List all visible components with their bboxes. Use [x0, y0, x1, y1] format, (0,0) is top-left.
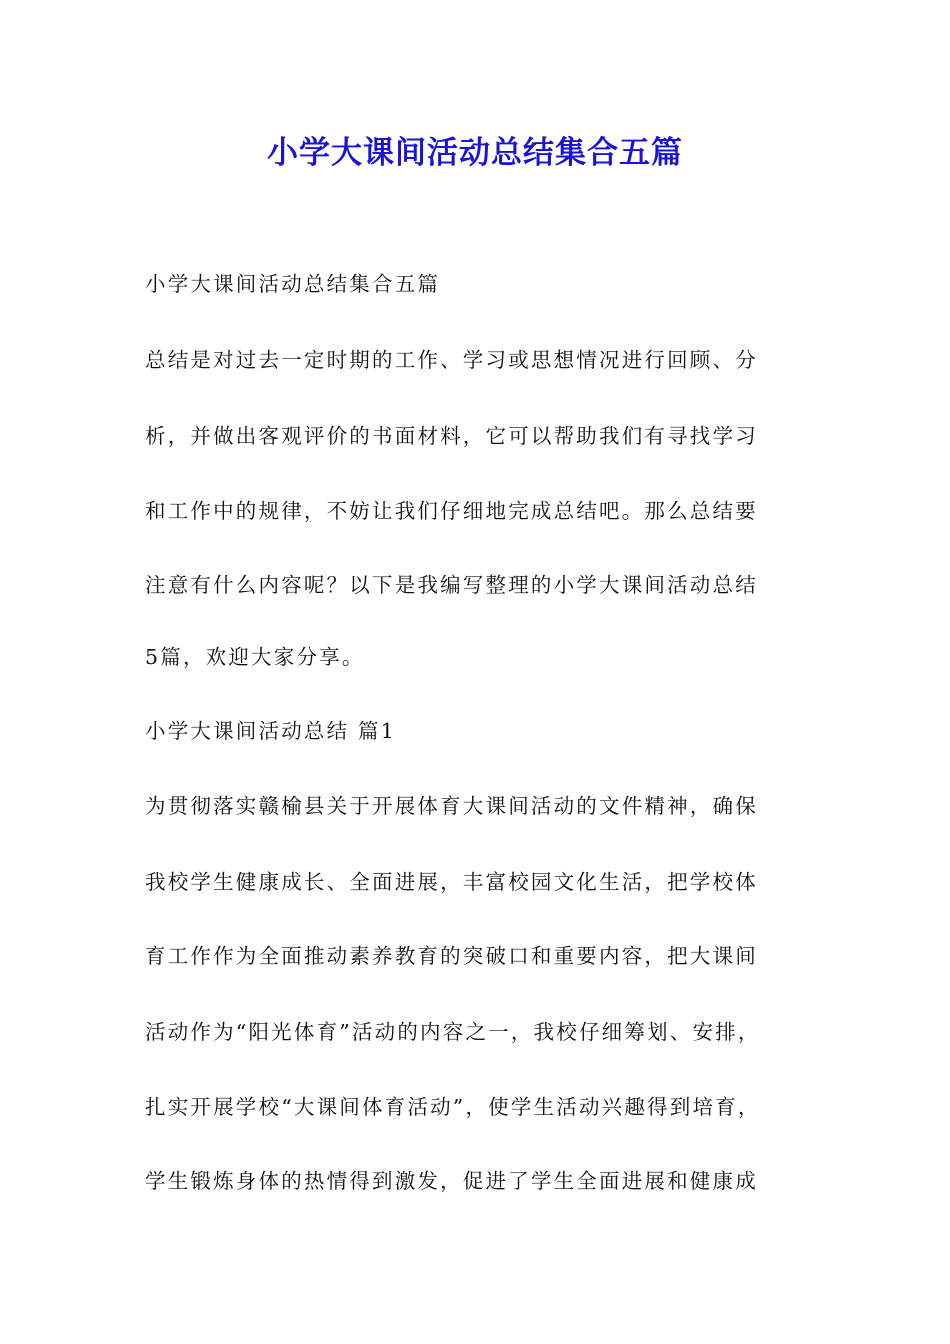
text-line: 注意有什么内容呢？以下是我编写整理的小学大课间活动总结 [145, 573, 758, 597]
text-line: 扎实开展学校“大课间体育活动”，使学生活动兴趣得到培育， [145, 1095, 761, 1119]
text-line: 小学大课间活动总结集合五篇 [145, 272, 441, 296]
section-heading: 小学大课间活动总结 篇1 [145, 719, 396, 743]
text-line: 为贯彻落实赣榆县关于开展体育大课间活动的文件精神，确保 [145, 794, 758, 818]
text-line: 总结是对过去一定时期的工作、学习或思想情况进行回顾、分 [145, 348, 758, 372]
text-line: 育工作作为全面推动素养教育的突破口和重要内容，把大课间 [145, 944, 758, 968]
text-line: 学生锻炼身体的热情得到激发，促进了学生全面进展和健康成 [145, 1169, 758, 1193]
text-line: 和工作中的规律，不妨让我们仔细地完成总结吧。那么总结要 [145, 499, 758, 523]
text-line: 活动作为“阳光体育”活动的内容之一，我校仔细筹划、安排， [145, 1020, 761, 1044]
text-line: 5篇，欢迎大家分享。 [145, 645, 365, 669]
text-line: 我校学生健康成长、全面进展，丰富校园文化生活，把学校体 [145, 870, 758, 894]
text-line: 析，并做出客观评价的书面材料，它可以帮助我们有寻找学习 [145, 424, 758, 448]
document-title: 小学大课间活动总结集合五篇 [267, 135, 683, 171]
